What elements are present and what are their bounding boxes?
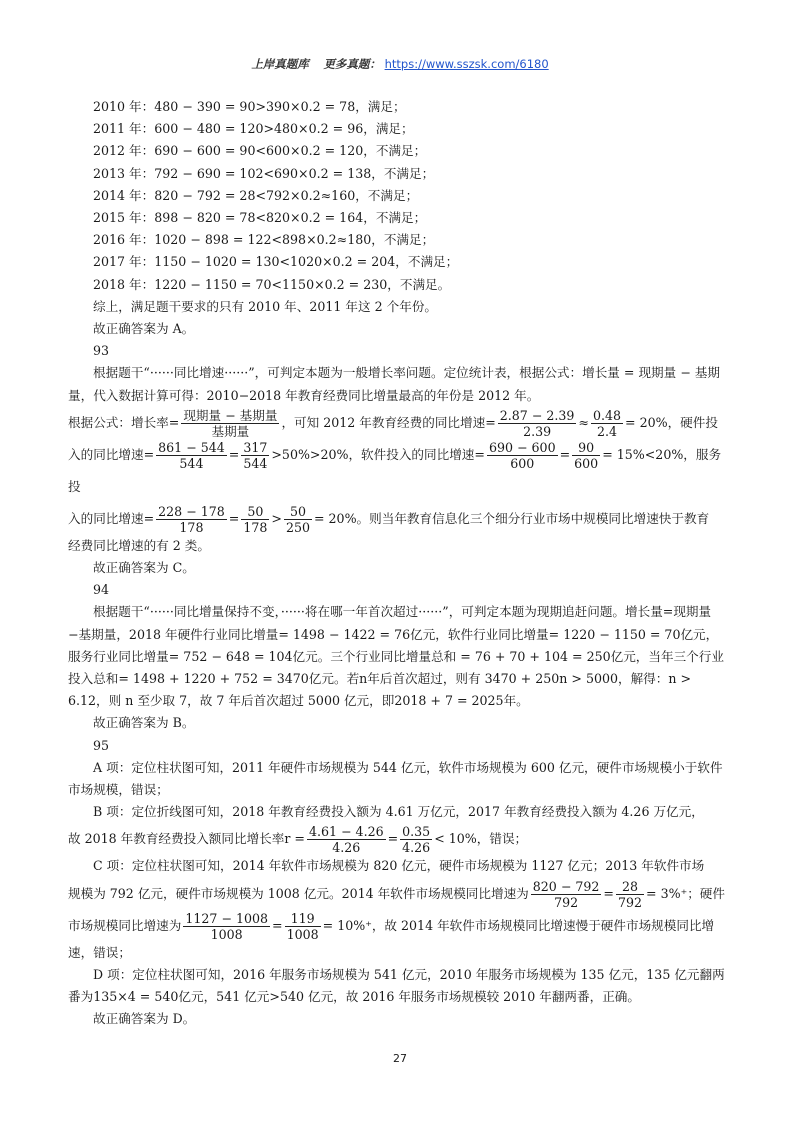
header-label: 更多真题：	[323, 57, 381, 71]
q93-formula-line-1: 根据公式：增长率= $\frac{\text{现期量 − 基期量}}{\text{基期量}}$ ，可知 2012 年教育经费的同比增速= $\frac{2.87 - 2.39}{2.39}$ ≈ $\frac{0.48}{2.4}$ = 20%，硬件投	[68, 407, 718, 439]
q95-option-c-line-4: 速，错误；	[68, 944, 131, 960]
question-number-94: 94	[93, 582, 110, 598]
q95-option-d: D 项：定位柱状图可知，2016 年服务市场规模为 541 亿元，2010 年服务市场规模为 135 亿元，135 亿元翻两番为135×4 = 540亿元，541 亿元>540 亿元，故 2016 年服务市场规模较 2010 年翻两番，正确。	[68, 966, 725, 1005]
q93-line-4: 经费同比增速的有 2 类。	[68, 537, 210, 553]
answer-92: 故正确答案为 A。	[93, 321, 195, 337]
answer-95: 故正确答案为 D。	[93, 1011, 196, 1027]
calc-line-2011: 2011 年：600 − 480 = 120>480×0.2 = 96，满足；	[93, 121, 414, 137]
q95-option-c-line-3: 市场规模同比增速为 $\frac{1127 - 1008}{1008}$ = $\frac{119}{1008}$ = 10%⁺，故 2014 年软件市场规模同比增速慢于硬件市场规模同比增	[68, 910, 715, 942]
fraction: $\frac{90}{600}$	[574, 439, 599, 471]
fraction: $\frac{2.87 - 2.39}{2.39}$	[499, 407, 575, 439]
calc-line-2010: 2010 年：480 − 390 = 90>390×0.2 = 78，满足；	[93, 99, 406, 114]
q95-option-b-line-2: 故 2018 年教育经费投入额同比增长率r = $\frac{4.61 - 4.26}{4.26}$ = $\frac{0.35}{4.26}$ < 10%，错误；	[68, 824, 528, 856]
answer-94: 故正确答案为 B。	[93, 715, 195, 731]
fraction: $\frac{28}{792}$	[617, 878, 643, 910]
q93-paragraph-1: 根据题干“······同比增速······”，可判定本题为一般增长率问题。定位统计表，根据公式：增长量 = 现期量 − 基期量，代入数据计算可得：2010−2018 年教育经费同比增量最高的年份是 2012 年。	[68, 365, 720, 403]
fraction: $\frac{50}{250}$	[285, 503, 310, 535]
fraction: $\frac{\text{现期量 − 基期量}}{\text{基期量}}$	[183, 407, 278, 439]
q95-option-b-line-1: B 项：定位折线图可知，2018 年教育经费投入额为 4.61 万亿元，2017 年教育经费投入额为 4.26 万亿元，	[93, 804, 704, 820]
header-link[interactable]: https://www.sszsk.com/6180	[384, 57, 549, 71]
fraction: $\frac{317}{544}$	[243, 439, 268, 471]
page-number: 27	[393, 1052, 407, 1065]
page-content	[68, 96, 728, 1031]
page-header	[0, 56, 800, 72]
calc-line-2012: 2012 年：690 − 600 = 90<600×0.2 = 120，不满足；	[93, 143, 427, 159]
fraction: $\frac{119}{1008}$	[286, 910, 319, 942]
header-brand: 上岸真题库	[251, 57, 309, 71]
fraction: $\frac{861 - 544}{544}$	[158, 439, 225, 471]
answer-93: 故正确答案为 C。	[93, 560, 195, 576]
q95-option-c-line-2: 规模为 792 亿元，硬件市场规模为 1008 亿元。2014 年软件市场规模同比增速为 $\frac{820 - 792}{792}$ = $\frac{28}{792}$ = 3%⁺；硬件	[68, 878, 725, 910]
q95-option-a: A 项：定位柱状图可知，2011 年硬件市场规模为 544 亿元，软件市场规模为 600 亿元，硬件市场规模小于软件市场规模，错误；	[68, 759, 723, 798]
question-number-93: 93	[93, 343, 110, 359]
q94-paragraph: 根据题干“······同比增量保持不变，······将在哪一年首次超过······”，可判定本题为现期追赶问题。增长量=现期量−基期量，2018 年硬件行业同比增量= 1498 − 1422 = 76亿元，软件行业同比增量= 1220 − 1150 = 70亿元，服务行业同比增量= 752 − 648 = 104亿元。三个行业同比增量总和 = 76 + 70 + 104 = 250亿元，当年三个行业投入总和= 1498 + 1220 + 752 = 3470亿元。若n年后首次超过，则有 3470 + 250n > 5000，解得：n > 6.12，则 n 至少取 7，故 7 年后首次超过 5000 亿元，即2018 + 7 = 2025年。	[68, 604, 724, 709]
calc-line-2015: 2015 年：898 − 820 = 78<820×0.2 = 164，不满足；	[93, 210, 427, 226]
calc-line-2017: 2017 年：1150 − 1020 = 130<1020×0.2 = 204，不满足；	[93, 254, 459, 270]
calc-line-2013: 2013 年：792 − 690 = 102<690×0.2 = 138，不满足；	[93, 165, 435, 181]
summary-text: 综上，满足题干要求的只有 2010 年、2011 年这 2 个年份。	[93, 298, 438, 314]
fraction: $\frac{4.61 - 4.26}{4.26}$	[308, 824, 384, 856]
fraction: $\frac{50}{178}$	[243, 503, 268, 535]
q95-option-c-line-1: C 项：定位柱状图可知，2014 年软件市场规模为 820 亿元，硬件市场规模为 1127 亿元；2013 年软件市场	[93, 858, 705, 874]
question-number-95: 95	[93, 737, 110, 753]
calc-line-2018: 2018 年：1220 − 1150 = 70<1150×0.2 = 230，不满足。	[93, 276, 451, 292]
fraction: $\frac{820 - 792}{792}$	[532, 878, 600, 910]
q93-formula-line-3: 入的同比增速= $\frac{228 - 178}{178}$ = $\frac{50}{178}$ > $\frac{50}{250}$ = 20%。则当年教育信息化三个细分行业市场中规模同比增速快于教育	[68, 503, 710, 535]
q93-formula-line-2: 入的同比增速= $\frac{861 - 544}{544}$ = $\frac{317}{544}$ >50%>20%，软件投入的同比增速= $\frac{690 - 600}{600}$ = $\frac{90}{600}$ = 15%<20%，服务投	[68, 439, 722, 494]
fraction: $\frac{0.35}{4.26}$	[402, 824, 431, 856]
fraction: $\frac{228 - 178}{178}$	[158, 503, 225, 535]
fraction: $\frac{1127 - 1008}{1008}$	[185, 910, 269, 942]
calc-line-2014: 2014 年：820 − 792 = 28<792×0.2≈160，不满足；	[93, 187, 419, 203]
fraction: $\frac{690 - 600}{600}$	[488, 439, 556, 471]
fraction: $\frac{0.48}{2.4}$	[592, 407, 622, 439]
calc-line-2016: 2016 年：1020 − 898 = 122<898×0.2≈180，不满足；	[93, 232, 435, 248]
